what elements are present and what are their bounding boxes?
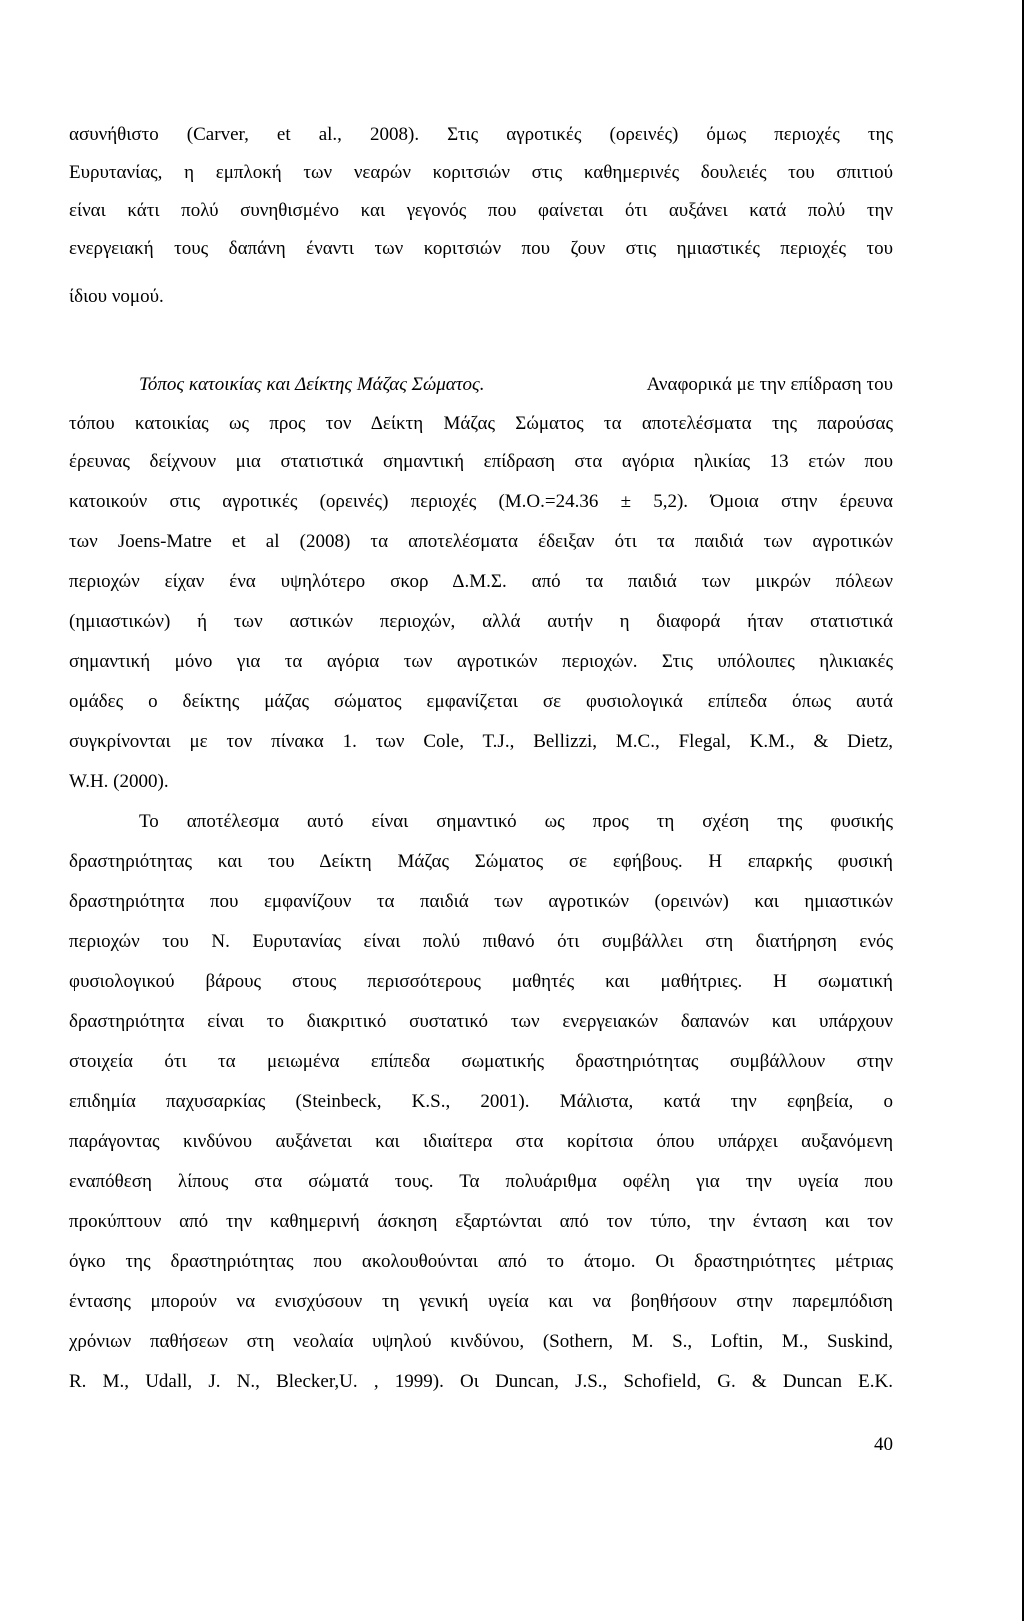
text-line: συγκρίνονται με τον πίνακα 1. των Cole, T.J., Bellizzi, M.C., Flegal, K.M., & Dietz, xyxy=(69,731,893,752)
text-line: κατοικούν στις αγροτικές (ορεινές) περιοχές (Μ.Ο.=24.36 ± 5,2). Όμοια στην έρευνα xyxy=(69,491,893,512)
text-line: είναι κάτι πολύ συνηθισμένο και γεγονός που φαίνεται ότι αυξάνει κατά πολύ την xyxy=(69,200,893,221)
text-line: στοιχεία ότι τα μειωμένα επίπεδα σωματικής δραστηριότητας συμβάλλουν στην xyxy=(69,1051,893,1072)
text-line: δραστηριότητα είναι το διακριτικό συστατικό των ενεργειακών δαπανών και υπάρχουν xyxy=(69,1011,893,1032)
text-line: δραστηριότητας και του Δείκτη Μάζας Σώματος σε εφήβους. Η επαρκής φυσική xyxy=(69,851,893,872)
text-line: δραστηριότητα που εμφανίζουν τα παιδιά των αγροτικών (ορεινών) και ημιαστικών xyxy=(69,891,893,912)
text-line: χρόνιων παθήσεων στη νεολαία υψηλού κινδύνου, (Sothern, M. S., Loftin, M., Suskind, xyxy=(69,1331,893,1352)
text-line: τόπου κατοικίας ως προς τον Δείκτη Μάζας Σώματος τα αποτελέσματα της παρούσας xyxy=(69,413,893,434)
text-line: R. M., Udall, J. N., Blecker,U. , 1999). Οι Duncan, J.S., Schofield, G. & Duncan E.K. xyxy=(69,1371,893,1392)
text-line: Ευρυτανίας, η εμπλοκή των νεαρών κοριτσιών στις καθημερινές δουλειές του σπιτιού xyxy=(69,162,893,183)
text-line: σημαντική μόνο για τα αγόρια των αγροτικών περιοχών. Στις υπόλοιπες ηλικιακές xyxy=(69,651,893,672)
text-line: (ημιαστικών) ή των αστικών περιοχών, αλλά αυτήν η διαφορά ήταν στατιστικά xyxy=(69,611,893,632)
text-line: έντασης μπορούν να ενισχύσουν τη γενική υγεία και να βοηθήσουν στην παρεμπόδιση xyxy=(69,1291,893,1312)
page-number: 40 xyxy=(874,1434,893,1455)
text-line: Το αποτέλεσμα αυτό είναι σημαντικό ως προς τη σχέση της φυσικής xyxy=(139,811,893,832)
text-line: ομάδες ο δείκτης μάζας σώματος εμφανίζεται σε φυσιολογικά επίπεδα όπως αυτά xyxy=(69,691,893,712)
text-line: Αναφορικά με την επίδραση του xyxy=(646,374,893,395)
text-line: W.H. (2000). xyxy=(69,771,169,792)
text-line: προκύπτουν από την καθημερινή άσκηση εξαρτώνται από τον τύπο, την ένταση και τον xyxy=(69,1211,893,1232)
section-paragraph-start xyxy=(139,372,893,398)
text-line: ενεργειακή τους δαπάνη έναντι των κοριτσιών που ζουν στις ημιαστικές περιοχές του xyxy=(69,238,893,259)
text-line: περιοχών είχαν ένα υψηλότερο σκορ Δ.Μ.Σ. από τα παιδιά των μικρών πόλεων xyxy=(69,571,893,592)
text-line: παράγοντας κινδύνου αυξάνεται και ιδιαίτερα στα κορίτσια όπου υπάρχει αυξανόμενη xyxy=(69,1131,893,1152)
text-line: όγκο της δραστηριότητας που ακολουθούνται από το άτομο. Οι δραστηριότητες μέτριας xyxy=(69,1251,893,1272)
text-line: φυσιολογικού βάρους στους περισσότερους μαθητές και μαθήτριες. Η σωματική xyxy=(69,971,893,992)
text-line: ίδιου νομού. xyxy=(69,286,164,307)
text-line: των Joens-Matre et al (2008) τα αποτελέσματα έδειξαν ότι τα παιδιά των αγροτικών xyxy=(69,531,893,552)
text-line: περιοχών του Ν. Ευρυτανίας είναι πολύ πιθανό ότι συμβάλλει στη διατήρηση ενός xyxy=(69,931,893,952)
text-line: εναπόθεση λίπους στα σώματά τους. Τα πολυάριθμα οφέλη για την υγεία που xyxy=(69,1171,893,1192)
text-line: επιδημία παχυσαρκίας (Steinbeck, K.S., 2001). Μάλιστα, κατά την εφηβεία, ο xyxy=(69,1091,893,1112)
section-heading: Τόπος κατοικίας και Δείκτης Μάζας Σώματος. xyxy=(139,374,485,395)
text-line: ασυνήθιστο (Carver, et al., 2008). Στις αγροτικές (ορεινές) όμως περιοχές της xyxy=(69,124,893,145)
text-line: έρευνας δείχνουν μια στατιστικά σημαντική επίδραση στα αγόρια ηλικίας 13 ετών που xyxy=(69,451,893,472)
